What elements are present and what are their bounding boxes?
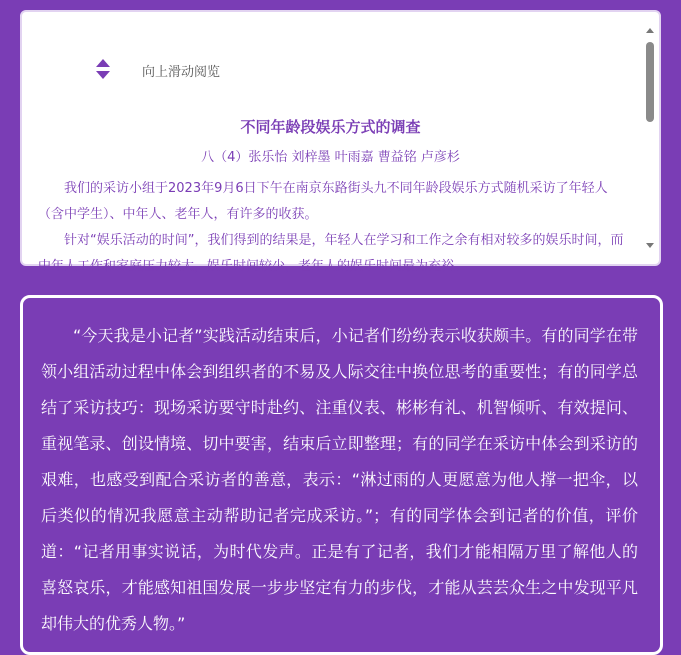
article-paragraph: 针对“娱乐活动的时间”，我们得到的结果是，年轻人在学习和工作之余有相对较多的娱乐时间，而中年人工作和家庭压力较大，娱乐时间较少，老年人的娱乐时间最为充裕。 bbox=[38, 233, 624, 274]
article-paragraph: 我们的采访小组于2023年9月6日下午在南京东路街头九不同年龄段娱乐方式随机采访了年轻人（含中学生）、中年人、老年人，有许多的收获。 bbox=[38, 181, 608, 222]
scrollbar-thumb[interactable] bbox=[646, 42, 654, 122]
summary-paragraph: “今天我是小记者”实践活动结束后，小记者们纷纷表示收获颇丰。有的同学在带领小组活动过程中体会到组织者的不易及人际交往中换位思考的重要性；有的同学总结了采访技巧：现场采访要守时赴约、注重仪表、彬彬有礼、机智倾听、有效提问、重视笔录、创设情境、切中要害，结束后立即整理；有的同学在采访中体会到采访的艰难，也感受到配合采访者的善意，表示：“淋过雨的人更愿意为他人撑一把伞，以后类似的情况我愿意主动帮助记者完成采访。”；有的同学体会到记者的价值，评价道：“记者用事实说话，为时代发声。正是有了记者，我们才能相隔万里了解他人的喜怒哀乐，才能感知祖国发展一步步坚定有力的步伐，才能从芸芸众生之中发现平凡却伟大的优秀人物。” bbox=[41, 326, 638, 633]
scroll-hint-text: 向上滑动阅览 bbox=[142, 64, 221, 80]
article-authors: 八（4）张乐怡 刘梓墨 叶雨嘉 曹益铭 卢彦杉 bbox=[201, 150, 460, 165]
article-scroll-panel[interactable] bbox=[20, 10, 661, 274]
summary-card bbox=[20, 295, 663, 655]
up-down-arrows-icon bbox=[94, 59, 112, 81]
article-body bbox=[38, 176, 633, 280]
scroll-up-arrow-icon[interactable] bbox=[646, 28, 654, 33]
article-title: 不同年龄段娱乐方式的调查 bbox=[240, 118, 421, 136]
scroll-down-arrow-icon[interactable] bbox=[646, 243, 654, 248]
summary-text-block bbox=[41, 318, 638, 642]
scroll-hint bbox=[94, 58, 220, 82]
vertical-scrollbar[interactable] bbox=[643, 24, 657, 252]
